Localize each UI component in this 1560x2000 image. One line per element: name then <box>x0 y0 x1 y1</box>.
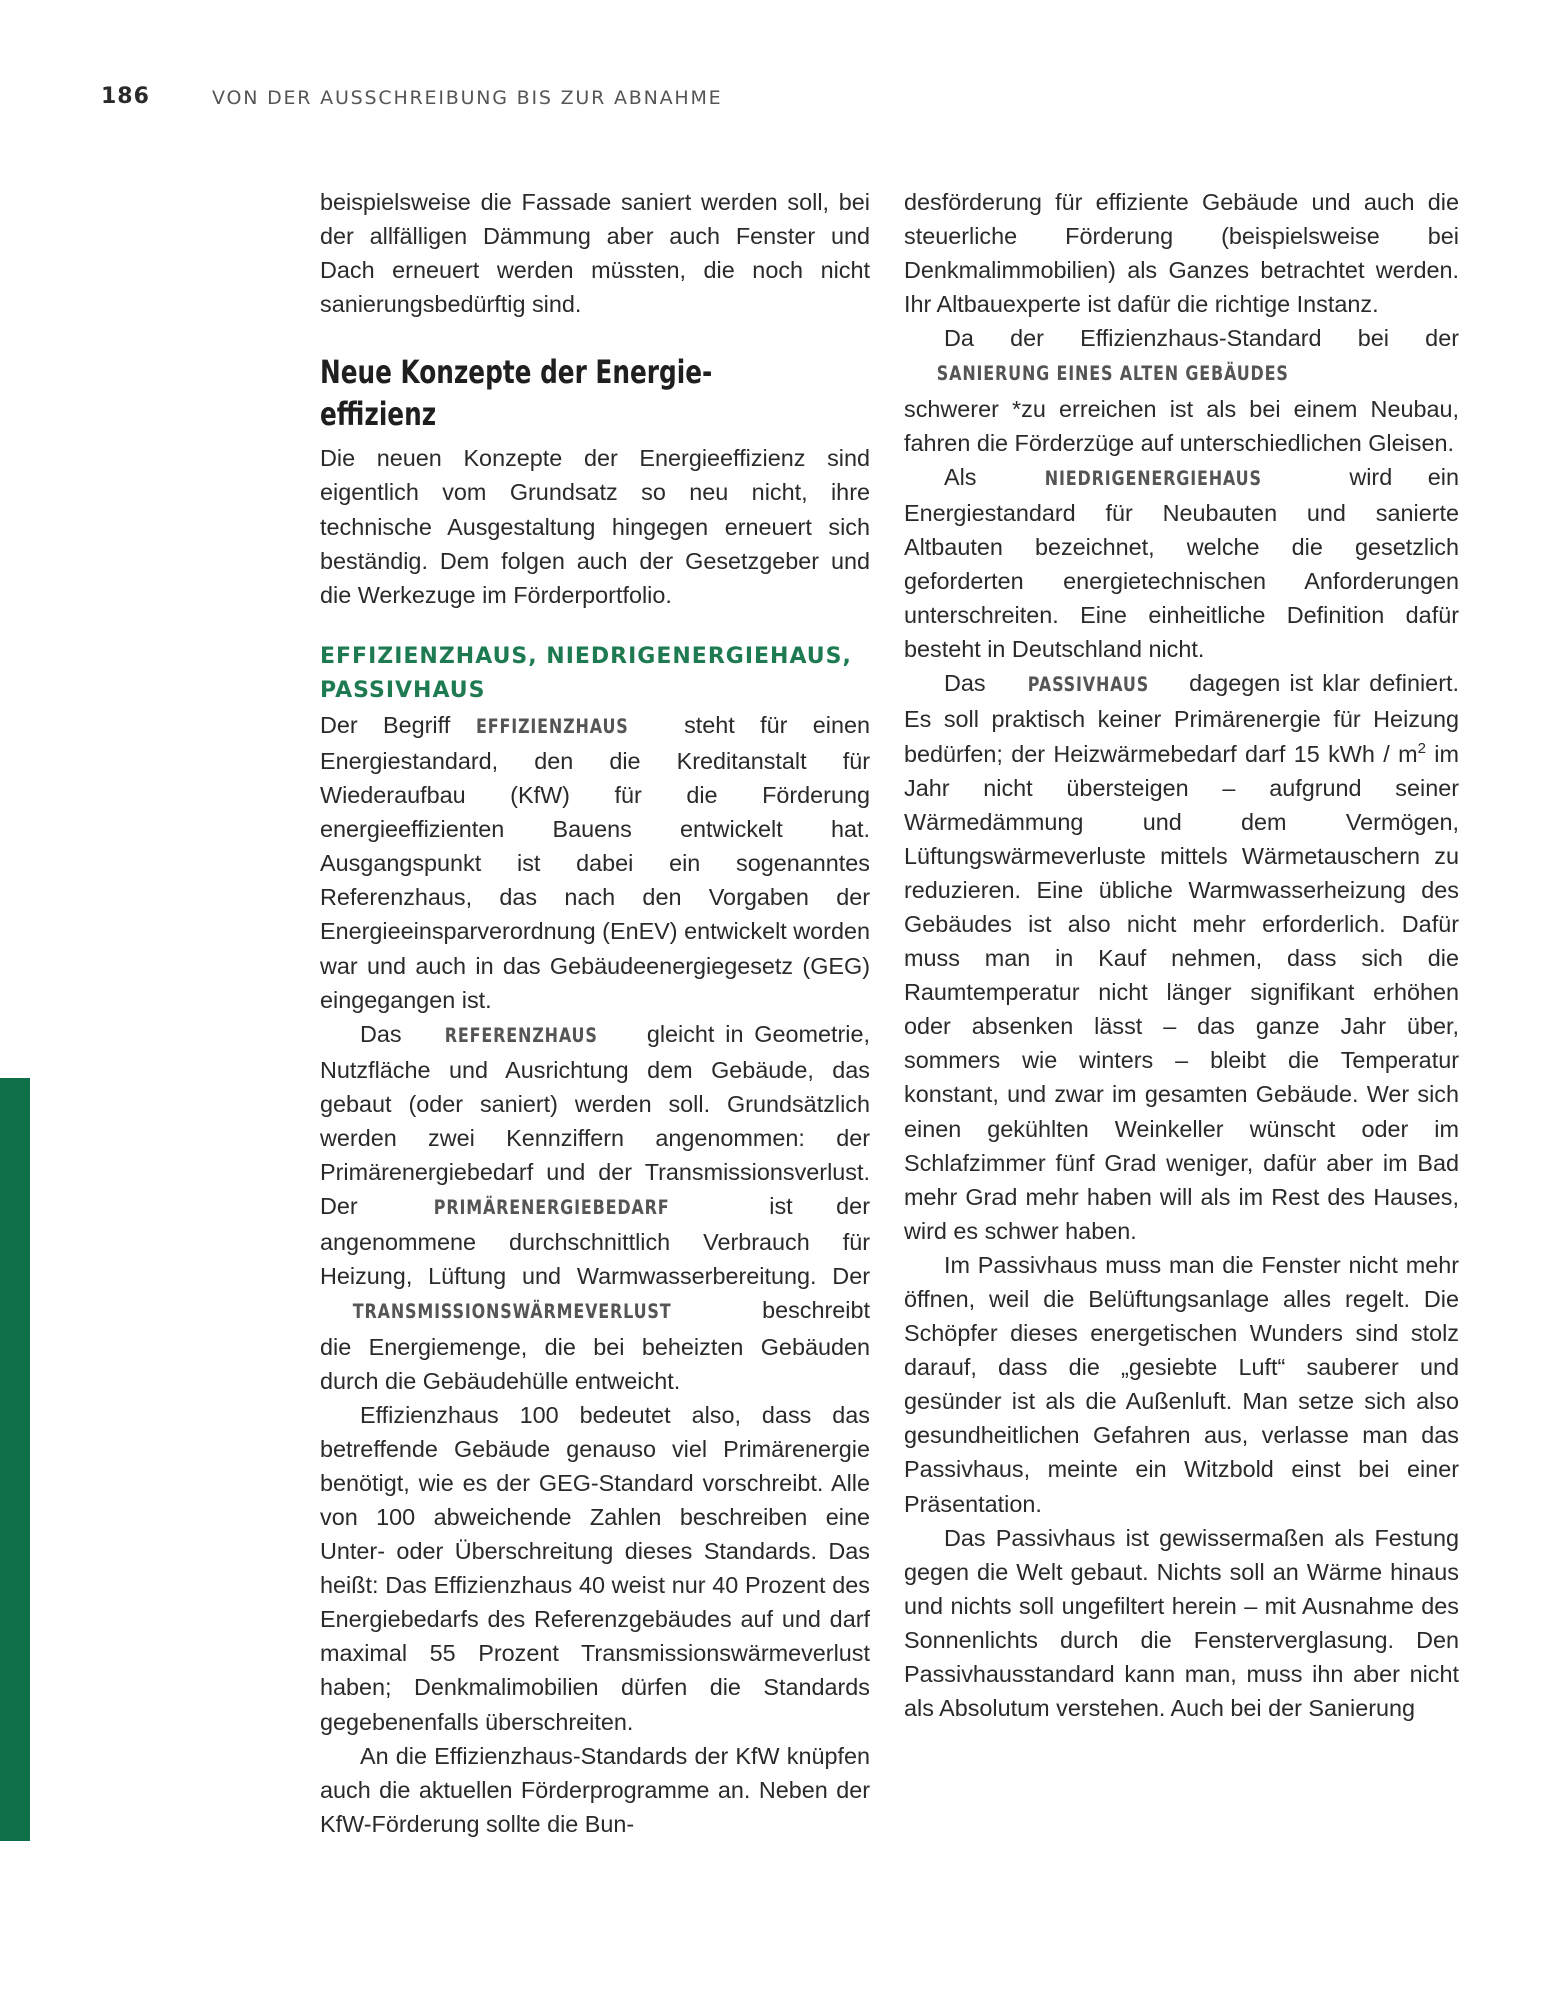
paragraph <box>904 666 1459 1248</box>
section-heading-line: effizienz <box>320 395 437 434</box>
subsection-heading-line: PASSIVHAUS <box>320 677 486 703</box>
text: gleicht in Geometrie, Nutzfläche und Ausrichtung dem Gebäude, das gebaut (oder saniert) werden soll. Grundsätzlich werden zwei Kennziffern angenommen: der Primärenergiebedarf und der Transmissionsverlust. Der <box>320 1020 870 1220</box>
subsection-heading-line: EFFIZIENZHAUS, NIEDRIGENERGIEHAUS, <box>320 643 852 669</box>
keyword: SANIERUNG EINES ALTEN GEBÄUDES <box>936 362 1289 386</box>
paragraph: Effizienzhaus 100 bedeutet also, dass das betreffende Gebäude genauso viel Primärenergie benötigt, wie es der GEG-Standard vorschreibt. Alle von 100 abweichende Zahlen beschreiben eine Unter- oder Überschreitung dieses Standards. Das heißt: Das Effizienzhaus 40 weist nur 40 Prozent des Energiebedarfs des Referenzgebäudes auf und darf maximal 55 Prozent Transmissionswärmeverlust haben; Denkmalimobilien dürfen die Standards gegebenenfalls überschreiten. <box>320 1401 870 1735</box>
text: steht für einen Energiestandard, den die Kreditanstalt für Wiederaufbau (KfW) für die Förderung energieeffizienten Bauens entwickelt hat. Ausgangspunkt ist dabei ein sogenanntes Referenzhaus, das nach den Vorgaben der Energieeinsparverordnung (EnEV) entwickelt worden war und auch in das Gebäudeenergiegesetz (GEG) eingegangen ist. <box>320 711 870 1013</box>
text: Das <box>944 670 995 697</box>
chapter-side-bar <box>0 1078 30 1841</box>
text: Da der Effizienzhaus-Standard bei der <box>944 325 1459 352</box>
text: Das <box>360 1020 413 1047</box>
keyword: PASSIVHAUS <box>1027 673 1149 697</box>
paragraph <box>904 321 1459 459</box>
section-heading <box>320 351 853 435</box>
keyword: NIEDRIGENERGIEHAUS <box>1044 466 1262 490</box>
paragraph: Im Passivhaus muss man die Fenster nicht mehr öffnen, weil die Belüftungsanlage alles regelt. Die Schöpfer dieses energetischen Wunders sind stolz darauf, dass die „gesiebte Luft“ sauberer und gesünder ist als die Außenluft. Man setze sich also gesundheitlichen Gefahren aus, verlasse man das Passivhaus, meinte ein Witzbold einst bei einer Präsentation. <box>904 1251 1459 1517</box>
keyword: REFERENZHAUS <box>445 1023 599 1047</box>
text: dagegen ist klar definiert. Es soll praktisch keiner Primärenergie für Heizung bedürfen; der Heizwärmebedarf darf 15 kWh / m <box>904 670 1459 767</box>
paragraph <box>904 460 1459 667</box>
paragraph: Das Passivhaus ist gewissermaßen als Festung gegen die Welt gebaut. Nichts soll an Wärme hinaus und nichts soll ungefiltert herein – mit Ausnahme des Sonnenlichts durch die Fensterverglasung. Den Passivhausstandard kann man, muss ihn aber nicht als Absolutum verstehen. Auch bei der Sanierung <box>904 1524 1459 1722</box>
paragraph <box>320 708 870 1017</box>
text: schwerer *zu erreichen ist als bei einem Neubau, fahren die Förderzüge auf unterschiedlichen Gleisen. <box>904 395 1459 456</box>
text: Der Begriff <box>320 711 476 738</box>
keyword: PRIMÄRENERGIEBEDARF <box>434 1196 670 1220</box>
running-header-title: VON DER AUSSCHREIBUNG BIS ZUR ABNAHME <box>212 87 723 109</box>
text: ist der angenommene durchschnittlich Verbrauch für Heizung, Lüftung und Warmwasserbereitung. Der <box>320 1193 870 1290</box>
left-column <box>320 185 870 1841</box>
text: beschreibt die Energiemenge, die bei beheizten Gebäuden durch die Gebäudehülle entweicht. <box>320 1297 870 1394</box>
keyword: EFFIZIENZHAUS <box>475 714 629 738</box>
text: Als <box>944 463 1013 490</box>
keyword: TRANSMISSIONSWÄRMEVERLUST <box>352 1300 672 1324</box>
paragraph: An die Effizienzhaus-Standards der KfW knüpfen auch die aktuellen Förderprogramme an. Neben der KfW-Förderung sollte die Bun- <box>320 1742 870 1837</box>
superscript: 2 <box>1417 739 1426 757</box>
paragraph: beispielsweise die Fassade saniert werden soll, bei der allfälligen Dämmung aber auch Fenster und Dach erneuert werden müssten, die noch nicht sanierungsbedürftig sind. <box>320 189 870 318</box>
paragraph <box>320 1017 870 1398</box>
text: im Jahr nicht übersteigen – aufgrund seiner Wärmedämmung und dem Vermögen, Lüftungswärmeverluste mittels Wärmetauschern zu reduzieren. Eine übliche Warmwasserheizung des Gebäudes ist also nicht mehr erforderlich. Dafür muss man in Kauf nehmen, dass sich die Raumtemperatur nicht länger signifikant erhöhen oder absenken lässt – das ganze Jahr über, sommers wie winters – bleibt die Temperatur konstant, und zwar im gesamten Gebäude. Wer sich einen gekühlten Weinkeller wünscht oder im Schlafzimmer fünf Grad weniger, dafür aber im Bad mehr Grad mehr haben will als im Rest des Hauses, wird es schwer haben. <box>904 740 1459 1244</box>
paragraph: Die neuen Konzepte der Energieeffizienz sind eigentlich vom Grundsatz so neu nicht, ihre technische Ausgestaltung hingegen erneuert sich beständig. Dem folgen auch der Gesetzgeber und die Werkezuge im Förderportfolio. <box>320 445 870 608</box>
right-column <box>904 185 1459 1725</box>
text: wird ein Energiestandard für Neubauten und sanierte Altbauten bezeichnet, welche die gesetzlich geforderten energietechnischen Anforderungen unterschreiten. Eine einheitliche Definition dafür besteht in Deutschland nicht. <box>904 463 1459 663</box>
section-heading-line: Neue Konzepte der Energie- <box>320 353 713 392</box>
subsection-heading <box>320 640 870 708</box>
page-number: 186 <box>101 84 150 109</box>
paragraph: desförderung für effiziente Gebäude und auch die steuerliche Förderung (beispielsweise bei Denkmalimmobilien) als Ganzes betrachtet werden. Ihr Altbauexperte ist dafür die richtige Instanz. <box>904 189 1459 318</box>
